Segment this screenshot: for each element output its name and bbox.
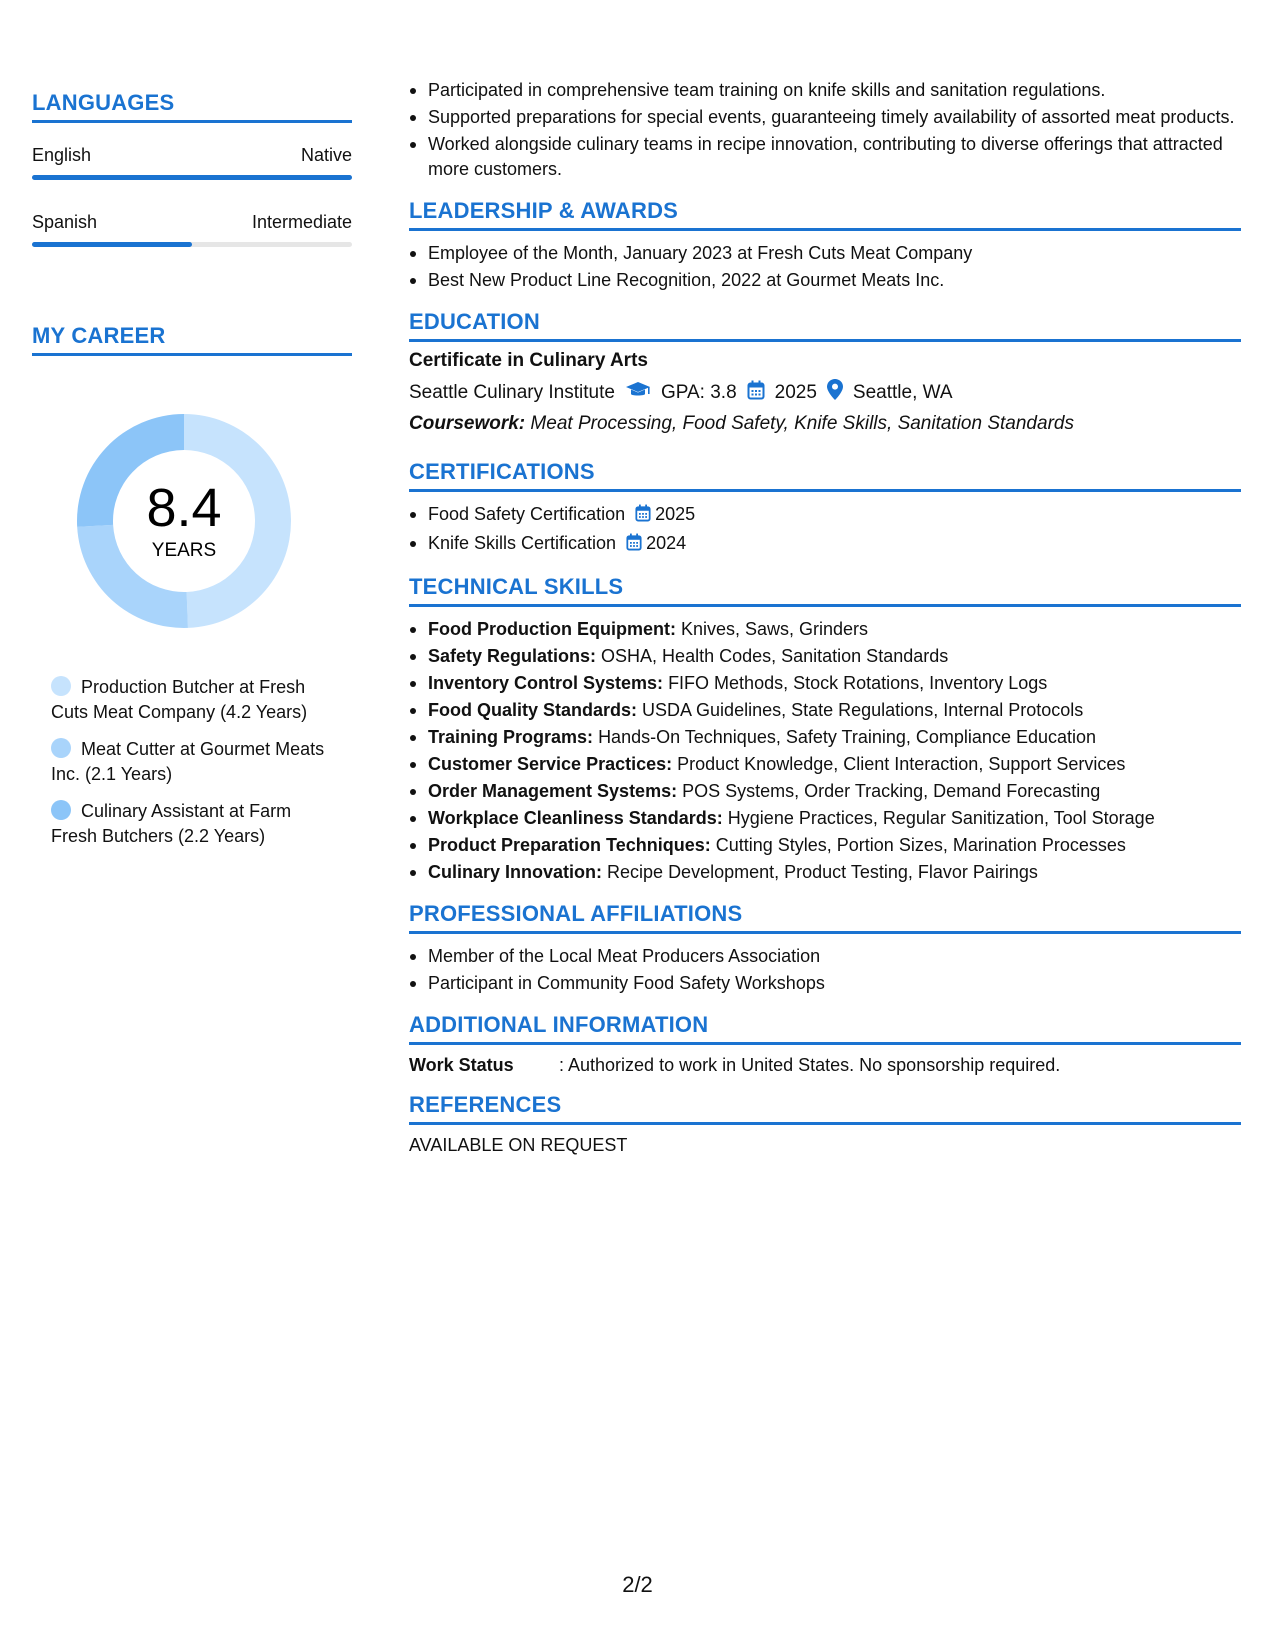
references-title: REFERENCES (409, 1092, 1241, 1125)
references-text: AVAILABLE ON REQUEST (409, 1135, 628, 1155)
language-spanish (32, 212, 352, 247)
education-degree: Certificate in Culinary Arts (409, 350, 648, 371)
legend-dot (51, 738, 71, 758)
languages-title: LANGUAGES (32, 90, 352, 123)
career-legend (32, 675, 332, 849)
legend-dot (51, 800, 71, 820)
list-item: Culinary Innovation: Recipe Development, Product Testing, Flavor Pairings (409, 860, 1241, 885)
list-item: Food Safety Certification 2025 (409, 502, 1241, 529)
calendar-icon (747, 380, 765, 406)
additional-section (409, 1012, 1241, 1076)
skills-title: TECHNICAL SKILLS (409, 574, 1241, 607)
location-pin-icon (827, 379, 843, 406)
list-item: Knife Skills Certification 2024 (409, 531, 1241, 558)
language-bar (32, 242, 352, 247)
language-bar-fill (32, 242, 192, 247)
career-donut (64, 401, 304, 641)
education-title: EDUCATION (409, 309, 1241, 342)
list-item: Supported preparations for special events, guaranteeing timely availability of assorted meat products. (409, 105, 1241, 130)
education-gpa: GPA: 3.8 (660, 381, 737, 403)
additional-title: ADDITIONAL INFORMATION (409, 1012, 1241, 1045)
education-year: 2025 (774, 381, 817, 403)
calendar-icon (626, 533, 642, 558)
list-item: Customer Service Practices: Product Knowledge, Client Interaction, Support Services (409, 752, 1241, 777)
list-item: Inventory Control Systems: FIFO Methods, Stock Rotations, Inventory Logs (409, 671, 1241, 696)
legend-item: Meat Cutter at Gourmet Meats Inc. (2.1 Years) (51, 739, 325, 784)
certifications-section (409, 459, 1241, 558)
list-item: Workplace Cleanliness Standards: Hygiene Practices, Regular Sanitization, Tool Storage (409, 806, 1241, 831)
language-level: Intermediate (251, 212, 352, 232)
language-level: Native (300, 145, 352, 165)
education-section (409, 309, 1241, 435)
legend-item: Culinary Assistant at Farm Fresh Butchers (2.2 Years) (51, 801, 292, 846)
language-name: English (32, 145, 92, 165)
list-item: Worked alongside culinary teams in recipe innovation, contributing to diverse offerings that attracted more customers. (409, 132, 1241, 182)
experience-bullets (409, 78, 1241, 182)
certifications-title: CERTIFICATIONS (409, 459, 1241, 492)
list-item: Employee of the Month, January 2023 at Fresh Cuts Meat Company (409, 241, 1241, 266)
list-item: Product Preparation Techniques: Cutting Styles, Portion Sizes, Marination Processes (409, 833, 1241, 858)
language-english (32, 145, 352, 180)
list-item: Food Quality Standards: USDA Guidelines, State Regulations, Internal Protocols (409, 698, 1241, 723)
affiliations-section (409, 901, 1241, 996)
language-bar (32, 175, 352, 180)
list-item: Participated in comprehensive team training on knife skills and sanitation regulations. (409, 78, 1241, 103)
legend-dot (51, 676, 71, 696)
language-name: Spanish (32, 212, 98, 232)
list-item: Safety Regulations: OSHA, Health Codes, Sanitation Standards (409, 644, 1241, 669)
left-column (32, 90, 352, 861)
career-total: 8.4 (146, 478, 222, 538)
leadership-section (409, 198, 1241, 293)
affiliations-title: PROFESSIONAL AFFILIATIONS (409, 901, 1241, 934)
list-item: Order Management Systems: POS Systems, Order Tracking, Demand Forecasting (409, 779, 1241, 804)
legend-item: Production Butcher at Fresh Cuts Meat Company (4.2 Years) (51, 677, 308, 722)
career-title: MY CAREER (32, 323, 352, 356)
language-bar-fill (32, 175, 352, 180)
list-item: Best New Product Line Recognition, 2022 at Gourmet Meats Inc. (409, 268, 1241, 293)
list-item: Participant in Community Food Safety Workshops (409, 971, 1241, 996)
references-section (409, 1092, 1241, 1156)
career-unit: YEARS (151, 540, 217, 561)
list-item: Food Production Equipment: Knives, Saws, Grinders (409, 617, 1241, 642)
skills-list (409, 617, 1241, 885)
graduation-cap-icon (625, 381, 651, 405)
list-item: Training Programs: Hands-On Techniques, Safety Training, Compliance Education (409, 725, 1241, 750)
skills-section (409, 574, 1241, 885)
coursework-list: Meat Processing, Food Safety, Knife Skills, Sanitation Standards (530, 413, 1074, 434)
work-status-value: : Authorized to work in United States. No sponsorship required. (559, 1055, 1061, 1075)
education-location: Seattle, WA (852, 381, 953, 403)
list-item: Member of the Local Meat Producers Association (409, 944, 1241, 969)
coursework-label: Coursework: (409, 413, 526, 434)
page-number: 2/2 (622, 1572, 653, 1597)
education-school: Seattle Culinary Institute (409, 381, 615, 403)
leadership-title: LEADERSHIP & AWARDS (409, 198, 1241, 231)
work-status-label: Work Status (409, 1055, 514, 1075)
right-column (409, 78, 1241, 1156)
calendar-icon (635, 504, 651, 529)
